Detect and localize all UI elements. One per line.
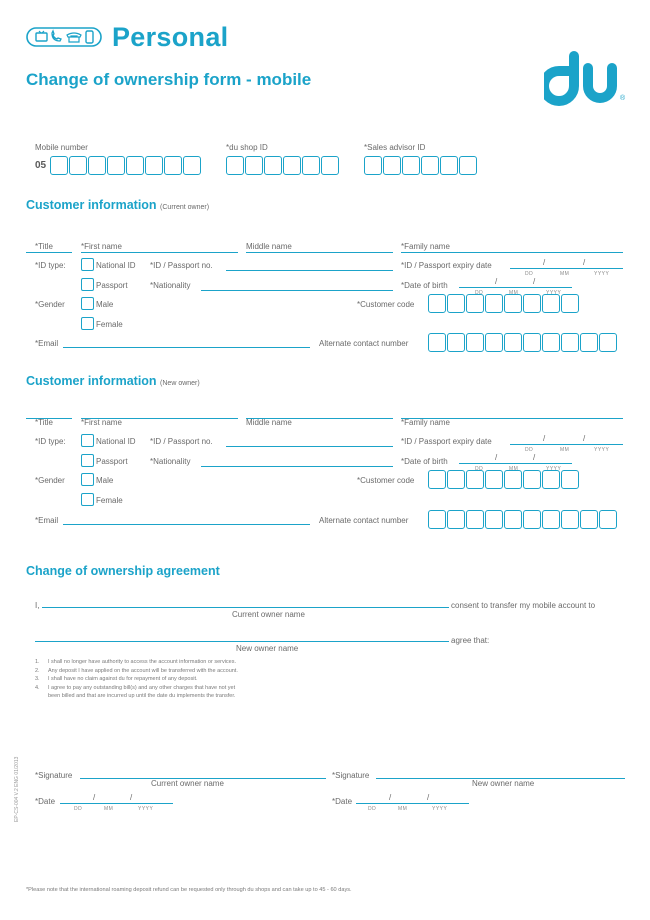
yyyy-hint: YYYY xyxy=(546,466,562,472)
email-label: *Email xyxy=(35,339,59,348)
agreement-heading: Change of ownership agreement xyxy=(26,564,220,578)
dob-field[interactable] xyxy=(459,463,572,464)
female-label: Female xyxy=(96,320,123,329)
signature-label: *Signature xyxy=(332,771,370,780)
date-slash: / xyxy=(389,793,392,802)
female-label: Female xyxy=(96,496,123,505)
date-slash: / xyxy=(583,434,586,443)
new-owner-name-caption: New owner name xyxy=(472,779,535,788)
nationality-field[interactable] xyxy=(201,290,393,291)
new-owner-heading: Customer information (New owner) xyxy=(26,374,200,388)
yyyy-hint: YYYY xyxy=(138,806,154,812)
female-checkbox[interactable] xyxy=(81,493,94,506)
family-name-label: *Family name xyxy=(401,418,450,427)
customer-code-label: *Customer code xyxy=(357,476,415,485)
mm-hint: MM xyxy=(398,806,408,812)
male-checkbox[interactable] xyxy=(81,297,94,310)
date-slash: / xyxy=(427,793,430,802)
alt-contact-field[interactable] xyxy=(428,510,618,529)
service-icons xyxy=(26,27,102,52)
email-field[interactable] xyxy=(63,347,310,348)
list-item: been billed and that are incurred up until the date du implements the transfer. xyxy=(48,693,236,699)
du-logo xyxy=(544,48,632,111)
terms-list xyxy=(35,658,238,701)
list-item: 3. I shall have no claim against du for repayment of any deposit. xyxy=(35,676,198,682)
mm-hint: MM xyxy=(509,466,519,472)
dd-hint: DD xyxy=(368,806,377,812)
nationality-label: *Nationality xyxy=(150,457,191,466)
new-owner-name-caption: New owner name xyxy=(236,644,299,653)
dob-field[interactable] xyxy=(459,287,572,288)
shop-id-label: *du shop ID xyxy=(226,143,268,152)
gender-label: *Gender xyxy=(35,300,65,309)
customer-code-field[interactable] xyxy=(428,470,580,489)
form-subtitle: Change of ownership form - mobile xyxy=(26,70,312,89)
date-label: *Date xyxy=(35,797,56,806)
alt-contact-field[interactable] xyxy=(428,333,618,352)
passport-checkbox[interactable] xyxy=(81,454,94,467)
family-name-field[interactable] xyxy=(401,418,623,419)
signature-label: *Signature xyxy=(35,771,73,780)
id-passport-no-field[interactable] xyxy=(226,270,393,271)
current-owner-heading: Customer information (Current owner) xyxy=(26,198,210,212)
dd-hint: DD xyxy=(525,271,534,277)
dd-hint: DD xyxy=(475,290,484,296)
new-owner-name-field[interactable] xyxy=(35,641,449,642)
middle-name-field[interactable] xyxy=(246,418,393,419)
phone-icon xyxy=(52,31,61,41)
id-passport-no-label: *ID / Passport no. xyxy=(150,437,213,446)
mobile-icon xyxy=(86,31,93,43)
middle-name-field[interactable] xyxy=(246,252,393,253)
dd-hint: DD xyxy=(74,806,83,812)
dd-hint: DD xyxy=(525,447,534,453)
current-owner-name-caption: Current owner name xyxy=(232,610,305,619)
new-date-field[interactable] xyxy=(356,803,469,804)
tv-icon xyxy=(36,31,47,41)
id-expiry-label: *ID / Passport expiry date xyxy=(401,437,492,446)
national-id-checkbox[interactable] xyxy=(81,258,94,271)
form-code: EP-CS-004 V.2 ENG 01/2013 xyxy=(14,756,20,822)
middle-name-label: Middle name xyxy=(246,242,292,251)
agree-that-text: agree that: xyxy=(451,636,490,645)
first-name-field[interactable] xyxy=(81,252,238,253)
shop-id-field[interactable] xyxy=(226,156,340,175)
current-date-field[interactable] xyxy=(60,803,173,804)
date-slash: / xyxy=(533,453,536,462)
date-slash: / xyxy=(543,258,546,267)
title-label: *Title xyxy=(35,418,53,427)
svg-text:®: ® xyxy=(620,95,626,102)
yyyy-hint: YYYY xyxy=(432,806,448,812)
landline-icon xyxy=(67,33,81,42)
date-slash: / xyxy=(495,277,498,286)
mm-hint: MM xyxy=(560,447,570,453)
title-label: *Title xyxy=(35,242,53,251)
title-field[interactable] xyxy=(26,418,72,419)
nationality-label: *Nationality xyxy=(150,281,191,290)
passport-label: Passport xyxy=(96,457,128,466)
email-field[interactable] xyxy=(63,524,310,525)
mobile-number-label: Mobile number xyxy=(35,143,88,152)
alt-contact-label: Alternate contact number xyxy=(319,516,409,525)
id-type-label: *ID type: xyxy=(35,437,66,446)
passport-checkbox[interactable] xyxy=(81,278,94,291)
gender-label: *Gender xyxy=(35,476,65,485)
date-slash: / xyxy=(130,793,133,802)
yyyy-hint: YYYY xyxy=(594,447,610,453)
list-item: 4. I agree to pay any outstanding bill(s) and any other charges that have not yet xyxy=(35,684,236,691)
mobile-number-field[interactable] xyxy=(50,156,202,175)
national-id-label: National ID xyxy=(96,437,136,446)
female-checkbox[interactable] xyxy=(81,317,94,330)
family-name-field[interactable] xyxy=(401,252,623,253)
title-field[interactable] xyxy=(26,252,72,253)
dob-label: *Date of birth xyxy=(401,457,448,466)
date-slash: / xyxy=(495,453,498,462)
mm-hint: MM xyxy=(560,271,570,277)
id-type-label: *ID type: xyxy=(35,261,66,270)
middle-name-label: Middle name xyxy=(246,418,292,427)
male-label: Male xyxy=(96,476,114,485)
footer-note: *Please note that the international roaming deposit refund can be requested only through du shops and can take up to 45 - 60 days. xyxy=(26,887,352,893)
current-owner-name-field[interactable] xyxy=(42,607,449,608)
advisor-id-label: *Sales advisor ID xyxy=(364,143,426,152)
first-name-label: *First name xyxy=(81,418,122,427)
first-name-field[interactable] xyxy=(81,418,238,419)
mm-hint: MM xyxy=(104,806,114,812)
mm-hint: MM xyxy=(509,290,519,296)
id-expiry-label: *ID / Passport expiry date xyxy=(401,261,492,270)
email-label: *Email xyxy=(35,516,59,525)
date-label: *Date xyxy=(332,797,353,806)
yyyy-hint: YYYY xyxy=(594,271,610,277)
i-label: I, xyxy=(35,601,40,610)
date-slash: / xyxy=(583,258,586,267)
id-expiry-field[interactable] xyxy=(510,268,623,269)
yyyy-hint: YYYY xyxy=(546,290,562,296)
male-checkbox[interactable] xyxy=(81,473,94,486)
advisor-id-field[interactable] xyxy=(364,156,478,175)
date-slash: / xyxy=(543,434,546,443)
national-id-checkbox[interactable] xyxy=(81,434,94,447)
mobile-prefix: 05 xyxy=(35,160,47,171)
consent-text: consent to transfer my mobile account to xyxy=(451,601,596,610)
date-slash: / xyxy=(93,793,96,802)
id-passport-no-field[interactable] xyxy=(226,446,393,447)
date-slash: / xyxy=(533,277,536,286)
nationality-field[interactable] xyxy=(201,466,393,467)
id-passport-no-label: *ID / Passport no. xyxy=(150,261,213,270)
first-name-label: *First name xyxy=(81,242,122,251)
passport-label: Passport xyxy=(96,281,128,290)
national-id-label: National ID xyxy=(96,261,136,270)
current-owner-name-caption: Current owner name xyxy=(151,779,224,788)
family-name-label: *Family name xyxy=(401,242,450,251)
customer-code-field[interactable] xyxy=(428,294,580,313)
id-expiry-field[interactable] xyxy=(510,444,623,445)
male-label: Male xyxy=(96,300,114,309)
customer-code-label: *Customer code xyxy=(357,300,415,309)
list-item: 2. Any deposit I have applied on the account will be transferred with the account. xyxy=(35,667,238,674)
dob-label: *Date of birth xyxy=(401,281,448,290)
list-item: 1. I shall no longer have authority to access the account information or services. xyxy=(35,659,237,665)
alt-contact-label: Alternate contact number xyxy=(319,339,409,348)
dd-hint: DD xyxy=(475,466,484,472)
page-title: Personal xyxy=(112,22,229,52)
